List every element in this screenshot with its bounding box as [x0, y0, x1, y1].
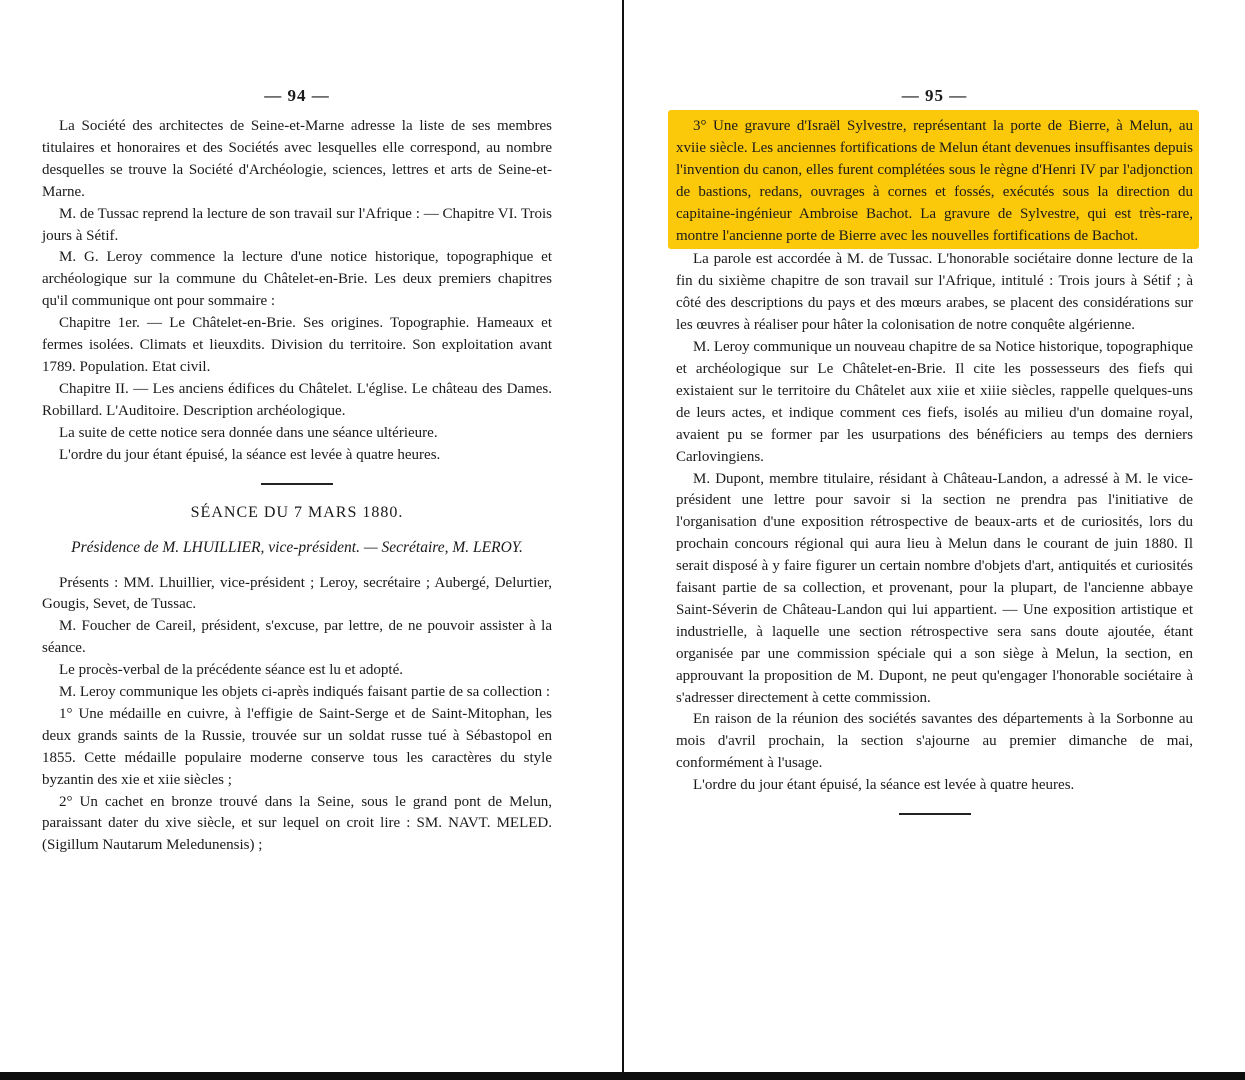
- paragraph: La suite de cette notice sera donnée dans une séance ultérieure.: [59, 424, 438, 441]
- paragraph: M. Leroy communique les objets ci-après indiqués faisant partie de sa collection :: [59, 684, 551, 701]
- paragraph: L'ordre du jour étant épuisé, la séance est levée à quatre heures.: [59, 446, 441, 463]
- paragraph: L'ordre du jour étant épuisé, la séance est levée à quatre heures.: [693, 777, 1075, 794]
- paragraph: M. Foucher de Careil, président, s'excuse, par lettre, de ne pouvoir assister à la séance.: [42, 618, 552, 657]
- paragraph: Chapitre II. — Les anciens édifices du Châtelet. L'église. Le château des Dames. Robillard. L'Auditoire. Description archéologique.: [42, 380, 552, 419]
- paragraph: Présents : MM. Lhuillier, vice-président ; Leroy, secrétaire ; Aubergé, Delurtier, Gougis, Sevet, de Tussac.: [42, 574, 552, 613]
- paragraph: 2° Un cachet en bronze trouvé dans la Seine, sous le grand pont de Melun, paraissant dater du xive siècle, et sur lequel on croit lire : SM. NAVT. MELED. (Sigillum Nautarum Meledunensis) ;: [42, 793, 552, 854]
- left-text-block-2: [42, 573, 552, 858]
- seance-heading: SÉANCE DU 7 MARS 1880.: [190, 503, 404, 521]
- page-number-left: — 94 —: [264, 86, 330, 105]
- paragraph: M. de Tussac reprend la lecture de son travail sur l'Afrique : — Chapitre VI. Trois jours à Sétif.: [42, 205, 552, 244]
- presidence-line: Présidence de M. LHUILLIER, vice-président. — Secrétaire, M. LEROY.: [71, 538, 523, 556]
- paragraph: M. Dupont, membre titulaire, résidant à Château-Landon, a adressé à M. le vice-président une lettre pour savoir si la section ne prendra pas l'initiative de l'organisation d'une exposition rétrospective de beaux-arts et de curiosités, lors du prochain concours régional qui aura lieu à Melun dans le courant de juin 1880. Il serait disposé à y faire figurer un certain nombre d'objets d'art, antiquités et curiosités faisant partie de sa collection, et provenant, pour la plupart, de l'ancienne abbaye Saint-Séverin de Château-Landon qui lui appartient. — Une exposition artistique et industrielle, à laquelle une section rétrospective sera sans doute ajoutée, étant organisée par une commission spéciale qui a son siège à Melun, la section, en approuvant la proposition de M. Dupont, ne peut qu'engager l'honorable sociétaire à s'adresser directement à cette commission.: [676, 470, 1193, 706]
- section-divider: [899, 813, 971, 815]
- paragraph: Chapitre 1er. — Le Châtelet-en-Brie. Ses origines. Topographie. Hameaux et fermes isolées. Climats et lieuxdits. Division du territoire. Son exploitation avant 1789. Population. Etat civil.: [42, 315, 552, 375]
- right-text-block: [676, 110, 1193, 797]
- left-page: [0, 0, 622, 1072]
- paragraph: En raison de la réunion des sociétés savantes des départements à la Sorbonne au mois d'avril prochain, la section s'ajourne au premier dimanche de mai, conformément à l'usage.: [676, 711, 1193, 772]
- paragraph: M. Leroy communique un nouveau chapitre de sa Notice historique, topographique et archéologique sur Le Châtelet-en-Brie. Il cite les possesseurs des fiefs qui existaient sur le territoire du Châtelet aux xiie et xiiie siècles, rappelle quelques-uns de leurs actes, et indique comment ces fiefs, isolés au milieu d'un domaine royal, avaient pu se former par les usurpations des bénéficiers au temps des derniers Carlovingiens.: [676, 339, 1193, 465]
- paragraph: La Société des architectes de Seine-et-Marne adresse la liste de ses membres titulaires et honoraires et des Sociétés avec lesquelles elle correspond, au nombre desquelles se trouve la Société d'Archéologie, sciences, lettres et arts de Seine-et-Marne.: [42, 118, 552, 200]
- highlighted-passage: [668, 110, 1199, 249]
- bottom-border: [0, 1072, 1245, 1080]
- section-divider: [261, 483, 333, 485]
- left-text-block: [42, 116, 552, 467]
- page-number-right: — 95 —: [901, 86, 968, 105]
- right-page: [624, 0, 1245, 1072]
- paragraph: La parole est accordée à M. de Tussac. L'honorable sociétaire donne lecture de la fin du sixième chapitre de son travail sur l'Afrique, intitulé : Trois jours à Sétif ; à côté des descriptions du pays et des mœurs arabes, se placent des considérations sur les œuvres à réaliser pour hâter la colonisation de notre conquête algérienne.: [676, 251, 1193, 334]
- paragraph: M. G. Leroy commence la lecture d'une notice historique, topographique et archéologique sur la commune du Châtelet-en-Brie. Les deux premiers chapitres qu'il communique ont pour sommaire :: [42, 249, 552, 310]
- paragraph: Le procès-verbal de la précédente séance est lu et adopté.: [59, 662, 403, 679]
- paragraph-highlighted: 3° Une gravure d'Israël Sylvestre, représentant la porte de Bierre, à Melun, au xviie siècle. Les anciennes fortifications de Melun étant devenues insuffisantes depuis l'invention du canon, elles furent complétées sous le règne d'Henri IV par l'adjonction de bastions, redans, ouvrages à cornes et fossés, exécutés sous la direction du capitaine-ingénieur Ambroise Bachot. La gravure de Sylvestre, qui est très-rare, montre l'ancienne porte de Bierre avec les nouvelles fortifications de Bachot.: [676, 118, 1193, 244]
- paragraph: 1° Une médaille en cuivre, à l'effigie de Saint-Serge et de Saint-Mitophan, les deux grands saints de la Russie, trouvée sur un soldat russe tué à Sébastopol en 1855. Cette médaille populaire moderne conserve tous les caractères du style byzantin des xie et xiie siècles ;: [42, 705, 552, 788]
